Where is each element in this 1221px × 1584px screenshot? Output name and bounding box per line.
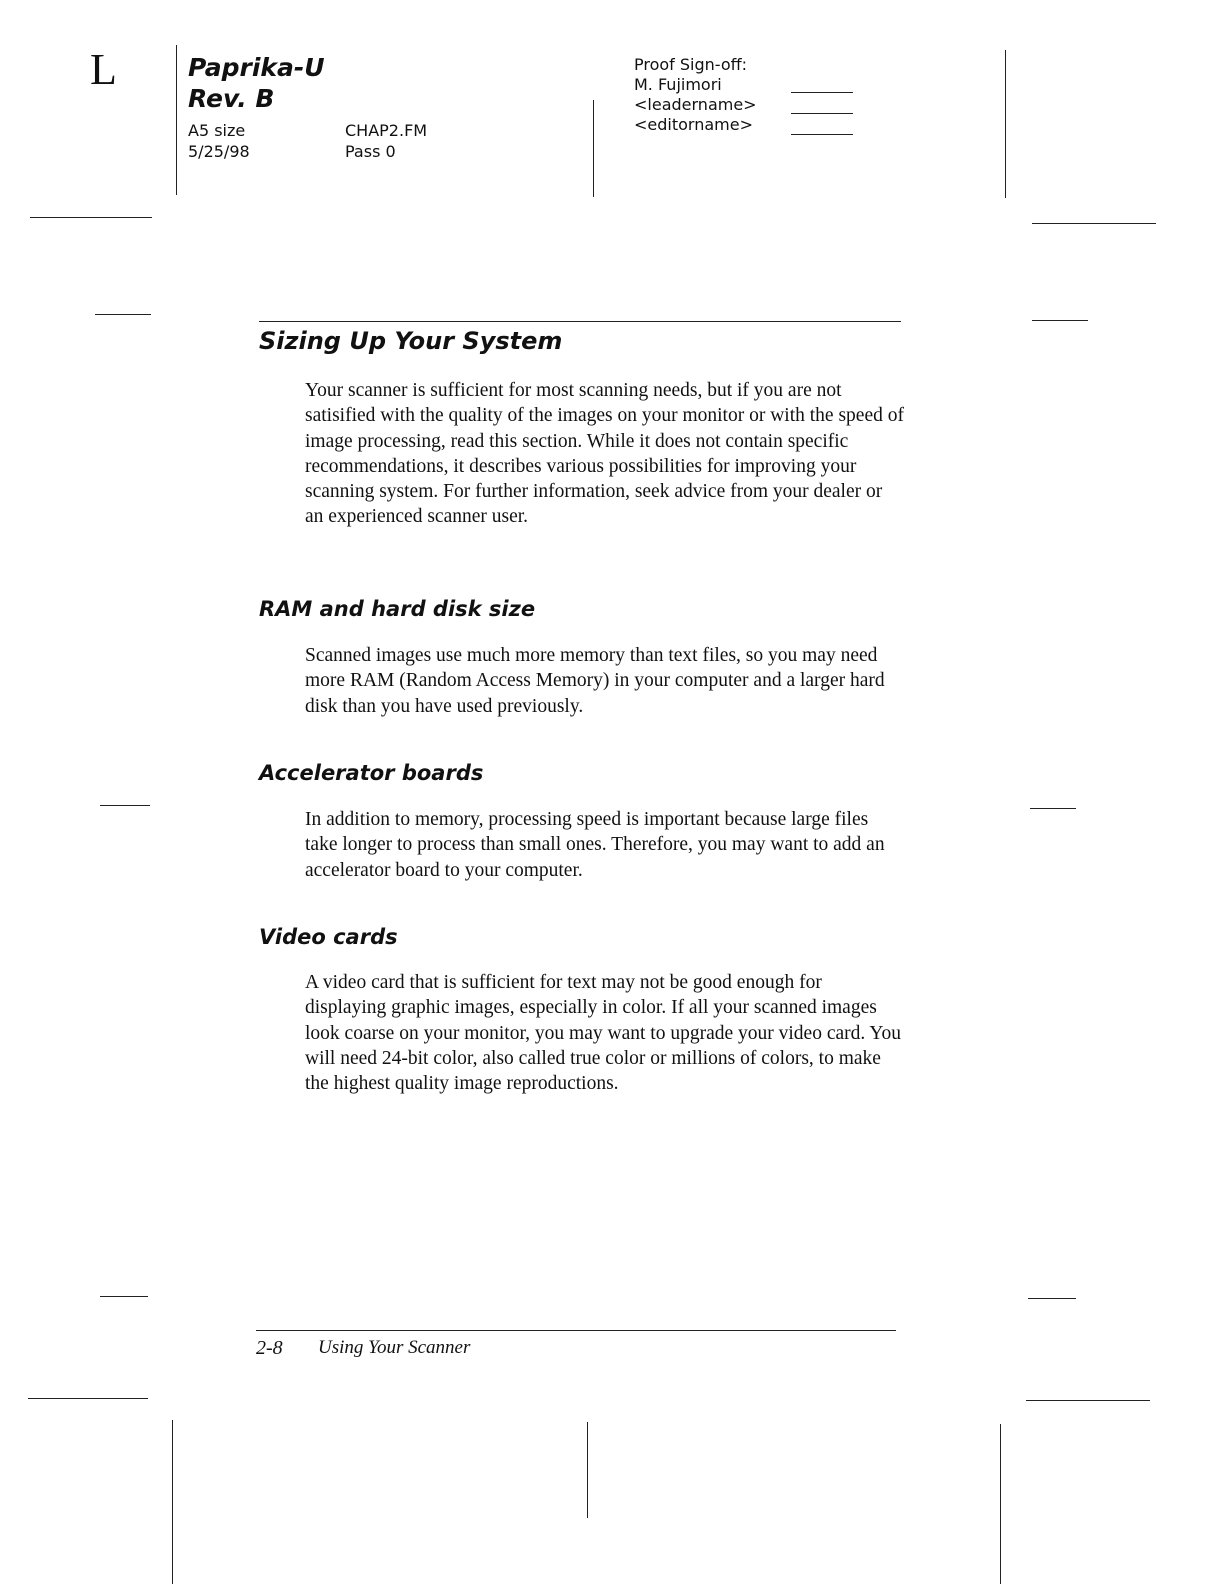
crop-mark-vertical: [172, 1420, 173, 1584]
header-divider-right: [1005, 50, 1006, 198]
subsection-title-accelerator: Accelerator boards: [259, 761, 484, 785]
crop-mark: [30, 217, 152, 218]
proof-name-2: <leadername>: [634, 95, 757, 114]
doc-date: 5/25/98: [188, 142, 250, 161]
margin-mark: [1032, 320, 1088, 321]
proof-name-3: <editorname>: [634, 115, 753, 134]
crop-mark: [1026, 1400, 1150, 1401]
subsection-title-video: Video cards: [259, 925, 398, 949]
section-rule: [259, 321, 901, 322]
crop-mark: [28, 1398, 148, 1399]
margin-mark: [100, 805, 150, 806]
subsection-body-video: A video card that is sufficient for text may not be good enough for displaying graphic images, especially in color. If all your scanned images look coarse on your monitor, you may want to upgrade your video card. You will need 24-bit color, also called true color or millions of colors, to make the highest quality image reproductions.: [305, 972, 902, 1095]
subsection-title-ram: RAM and hard disk size: [259, 597, 536, 621]
project-title: Paprika-U: [188, 53, 325, 82]
header-divider-left: [176, 45, 177, 195]
proof-name-1: M. Fujimori: [634, 75, 722, 94]
proof-signoff: [634, 55, 757, 135]
doc-filename: CHAP2.FM: [345, 121, 428, 140]
meta-left: [188, 120, 250, 162]
page-number: 2-8: [256, 1337, 283, 1359]
crop-mark: [1032, 223, 1156, 224]
chapter-title: Using Your Scanner: [318, 1337, 471, 1358]
section-title: Sizing Up Your System: [259, 327, 563, 355]
crop-mark-vertical: [1000, 1424, 1001, 1584]
crop-mark-vertical: [587, 1422, 588, 1518]
doc-pass: Pass 0: [345, 142, 396, 161]
header-divider-center: [593, 100, 594, 197]
proof-label: Proof Sign-off:: [634, 55, 748, 74]
signature-line-3: [791, 134, 853, 135]
meta-right: [345, 120, 427, 162]
signature-line-2: [791, 113, 853, 114]
signature-line-1: [791, 92, 853, 93]
revision-label: Rev. B: [188, 84, 275, 113]
subsection-body-ram: Scanned images use much more memory than text files, so you may need more RAM (Random Access Memory) in your computer and a larger hard disk than you have used previously.: [305, 645, 885, 717]
margin-mark: [100, 1296, 148, 1297]
corner-letter: L: [90, 45, 117, 94]
footer-rule: [256, 1330, 896, 1331]
margin-mark: [95, 314, 151, 315]
margin-mark: [1030, 808, 1076, 809]
paper-size: A5 size: [188, 121, 246, 140]
intro-paragraph: Your scanner is sufficient for most scanning needs, but if you are not satisified with the quality of the images on your monitor or with the speed of image processing, read this section. While it does not contain specific recommendations, it describes various possibilities for improving your scanning system. For further information, seek advice from your dealer or an experienced scanner user.: [305, 380, 904, 528]
project-title-block: [188, 52, 325, 114]
margin-mark: [1028, 1298, 1076, 1299]
subsection-body-accelerator: In addition to memory, processing speed is important because large files take longer to process than small ones. Therefore, you may want to add an accelerator board to your computer.: [305, 809, 885, 881]
